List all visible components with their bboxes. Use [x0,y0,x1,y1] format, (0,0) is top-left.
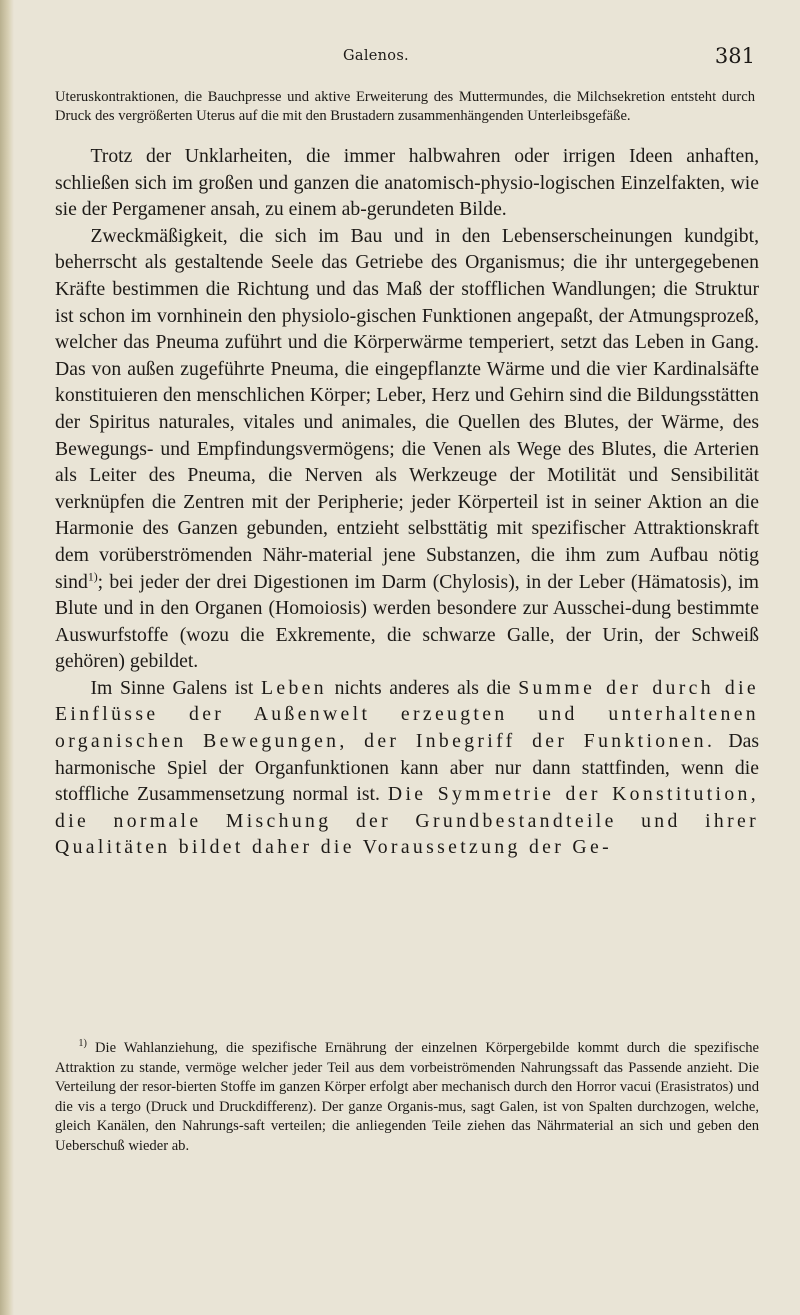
page-number: 381 [714,44,755,68]
footnote-text: Die Wahlanziehung, die spezifische Ernährung der einzelnen Körpergebilde kommt durch die spezifische Attraktion zu stande, vermöge welcher jeder Teil aus dem vorbeiströmenden Nahrungssaft das Passende anzieht. Die Verteilung der resor-bierten Stoffe im ganzen Körper erfolgt aber mechanisch durch den Horror vacui (Erasistratos) und die vis a tergo (Druck und Druckdifferenz). Der ganze Organis-mus, sagt Galen, ist von Spalten durchzogen, welche, gleich Kanälen, den Nahrungs-saft verteilen; die anliegenden Teile ziehen das Nährmaterial an sich und geben den Ueberschuß wieder ab. [55,1040,759,1154]
footnote [55,1039,759,1157]
paragraph-3-text-3: Das harmonische Spiel der Organfunktionen kann aber nur dann stattfinden, wenn die stoffliche Zusammensetzung normal ist. [55,730,759,806]
main-text [55,143,759,861]
page-header [55,44,755,78]
running-title: Galenos. [343,48,409,64]
emphasis-definition: Summe der durch die Einflüsse der Außenwelt erzeugten und unterhaltenen organischen Bewegungen, der Inbegriff der Funktionen. [55,676,759,753]
continued-paragraph: Uteruskontraktionen, die Bauchpresse und aktive Erweiterung des Muttermundes, die Milchsekretion entsteht durch Druck des vergrößerten Uterus auf die mit den Brustadern zusammenhängenden Unterleibsgefäße. [55,89,755,125]
emphasis-symmetrie: Die Symmetrie der Konstitution, die normale Mischung der Grundbestandteile und ihrer Qualitäten bildet daher die Voraussetzung der Ge- [55,783,759,859]
paragraph-3-text-2: nichts anderes als die [326,676,519,699]
footnote-reference[interactable]: 1) [87,568,98,583]
paragraph-3 [55,675,759,861]
paragraph-2 [55,223,759,675]
paragraph-1: Trotz der Unklarheiten, die immer halbwahren oder irrigen Ideen anhaften, schließen sich im großen und ganzen die anatomisch-physio-logischen Einzelfakten, wie sie der Pergamener ansah, zu einem ab-gerundeten Bilde. [55,145,759,221]
paragraph-3-text: Im Sinne Galens ist [90,676,262,699]
emphasis-leben: Leben [261,676,327,699]
footnote-mark: 1) [78,1038,87,1050]
paragraph-2-text: Zweckmäßigkeit, die sich im Bau und in den Lebenserscheinungen kundgibt, beherrscht als gestaltende Seele das Getriebe des Organismus; die ihr untergegebenen Kräfte bestimmen die Richtung und das Maß der stofflichen Wandlungen; die Struktur ist schon im vornhinein den physiolo-gischen Funktionen angepaßt, der Atmungsprozeß, welcher das Pneuma zuführt und die Körperwärme temperiert, setzt das Leben in Gang. Das von außen zugeführte Pneuma, die eingepflanzte Wärme und die vier Kardinalsäfte konstituieren den menschlichen Körper; Leber, Herz und Gehirn sind die Bildungsstätten der Spiritus naturales, vitales und animales, die Quellen des Blutes, der Wärme, des Bewegungs- und Empfindungsvermögens; die Venen als Wege des Blutes, die Arterien als Leiter des Pneuma, die Nerven als Werkzeuge der Motilität und Sensibilität verknüpfen die Zentren mit der Peripherie; jeder Körperteil ist in seiner Aktion an die Harmonie des Ganzen gebunden, entzieht selbsttätig mit spezifischer Attraktionskraft dem vorüberströmenden Nähr-material jene Substanzen, die ihm zum Aufbau nötig sind [55,224,759,593]
paragraph-2-text-continued: ; bei jeder der drei Digestionen im Darm (Chylosis), in der Leber (Hämatosis), im Blute und in den Organen (Homoiosis) werden besondere zur Ausschei-dung bestimmte Auswurfstoffe (wozu die Exkremente, die schwarze Galle, der Urin, der Schweiß gehören) gebildet. [55,570,759,673]
